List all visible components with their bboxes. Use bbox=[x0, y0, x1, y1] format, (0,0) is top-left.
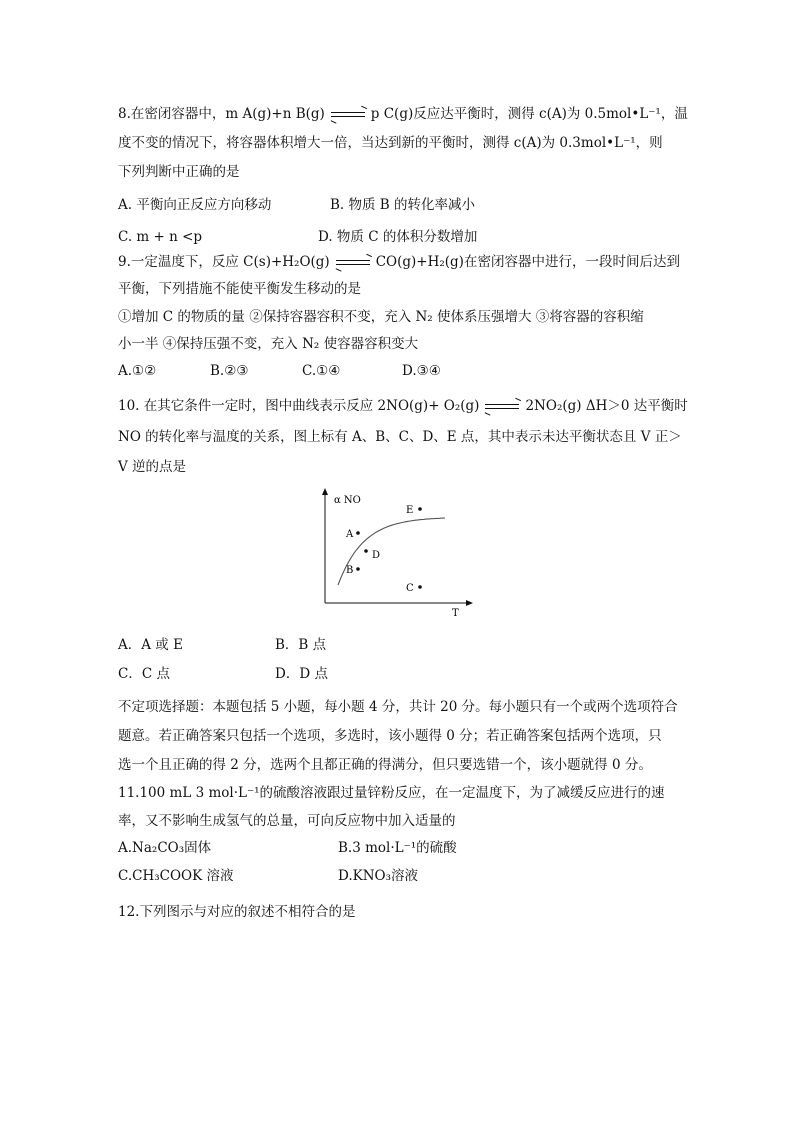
section-instructions-line2: 题意。若正确答案只包括一个选项，多选时，该小题得 0 分；若正确答案包括两个选项，只 bbox=[118, 728, 662, 744]
x-axis-label: T bbox=[452, 608, 459, 619]
equilibrium-arrow-icon bbox=[485, 402, 519, 412]
point-a-marker bbox=[356, 531, 360, 535]
q8-option-a: A. 平衡向正反应方向移动 bbox=[118, 197, 272, 213]
q10-option-c: C．C 点 bbox=[118, 666, 170, 682]
section-instructions-line1: 不定项选择题：本题包括 5 小题，每小题 4 分，共计 20 分。每小题只有一个或两个选项符合 bbox=[118, 699, 678, 715]
point-d-label: D bbox=[372, 550, 381, 561]
equilibrium-curve bbox=[338, 518, 445, 585]
q9-line1b: CO(g)+H₂(g)在密闭容器中进行，一段时间后达到 bbox=[375, 254, 680, 270]
point-e-marker bbox=[418, 507, 422, 511]
point-c-marker bbox=[418, 585, 422, 589]
q12-line1: 12.下列图示与对应的叙述不相符合的是 bbox=[118, 904, 356, 920]
q9-line1a: 9.一定温度下，反应 C(s)+H₂O(g) bbox=[118, 254, 330, 270]
q9-line4: 小一半 ④保持压强不变，充入 N₂ 使容器容积变大 bbox=[118, 336, 419, 352]
q10-line2: NO 的转化率与温度的关系，图上标有 A、B、C、D、E 点，其中表示未达平衡状态且 V 正＞ bbox=[118, 429, 682, 445]
q11-line1: 11.100 mL 3 mol·L⁻¹的硫酸溶液跟过量锌粉反应，在一定温度下，为了减缓反应进行的速 bbox=[118, 785, 665, 801]
q9-option-b: B.②③ bbox=[210, 363, 249, 379]
q10-option-a: A．A 或 E bbox=[118, 637, 183, 653]
q10-line1a: 10. 在其它条件一定时，图中曲线表示反应 2NO(g)+ O₂(g) bbox=[118, 398, 480, 414]
equilibrium-arrow-icon bbox=[336, 258, 370, 268]
q8-line1 bbox=[118, 104, 688, 124]
q8-option-b: B. 物质 B 的转化率减小 bbox=[330, 197, 476, 213]
q8-option-d: D. 物质 C 的体积分数增加 bbox=[318, 229, 478, 245]
q8-line1a: 8.在密闭容器中，m A(g)+n B(g) bbox=[118, 106, 325, 122]
q9-option-a: A.①② bbox=[118, 363, 157, 379]
q9-option-c: C.①④ bbox=[302, 363, 341, 379]
equilibrium-arrow-icon bbox=[331, 110, 365, 120]
q9-line2: 平衡，下列措施不能使平衡发生移动的是 bbox=[118, 281, 361, 297]
q10-option-d: D．D 点 bbox=[275, 666, 328, 682]
point-e-label: E bbox=[406, 505, 414, 516]
q9-line3: ①增加 C 的物质的量 ②保持容器容积不变，充入 N₂ 使体系压强增大 ③将容器的容积缩 bbox=[118, 309, 644, 325]
y-axis-arrow-icon bbox=[322, 488, 328, 495]
section-instructions-line3: 选一个且正确的得 2 分，选两个且都正确的得满分，但只要选错一个，该小题就得 0 分。 bbox=[118, 757, 652, 773]
q8-option-c: C. m + n <p bbox=[118, 229, 203, 245]
q11-option-b: B.3 mol·L⁻¹的硫酸 bbox=[338, 840, 457, 856]
q9-line1 bbox=[118, 252, 678, 272]
point-c-label: C bbox=[406, 583, 414, 594]
x-axis-arrow-icon bbox=[466, 600, 473, 606]
q10-line3: V 逆的点是 bbox=[118, 459, 187, 475]
point-b-label: B bbox=[346, 565, 354, 576]
point-b-marker bbox=[356, 567, 360, 571]
q10-line1 bbox=[118, 396, 688, 416]
q11-option-c: C.CH₃COOK 溶液 bbox=[118, 868, 234, 884]
point-d-marker bbox=[364, 549, 368, 553]
q11-line2: 率，又不影响生成氢气的总量，可向反应物中加入适量的 bbox=[118, 813, 456, 829]
q11-option-d: D.KNO₃溶液 bbox=[338, 868, 419, 884]
q10-option-b: B．B 点 bbox=[275, 637, 327, 653]
q11-option-a: A.Na₂CO₃固体 bbox=[118, 840, 212, 856]
q9-option-d: D.③④ bbox=[402, 363, 441, 379]
q10-line1b: 2NO₂(g) ΔH＞0 达平衡时 bbox=[525, 398, 688, 414]
y-axis-label: α NO bbox=[334, 495, 361, 506]
point-a-label: A bbox=[346, 529, 354, 540]
q8-line2: 度不变的情况下，将容器体积增大一倍，当达到新的平衡时，测得 c(A)为 0.3mol•L⁻¹，则 bbox=[118, 135, 663, 151]
q8-line3: 下列判断中正确的是 bbox=[118, 164, 240, 180]
q8-line1b: p C(g)反应达平衡时，测得 c(A)为 0.5mol•L⁻¹，温 bbox=[370, 106, 688, 122]
conversion-temperature-chart bbox=[310, 485, 480, 620]
